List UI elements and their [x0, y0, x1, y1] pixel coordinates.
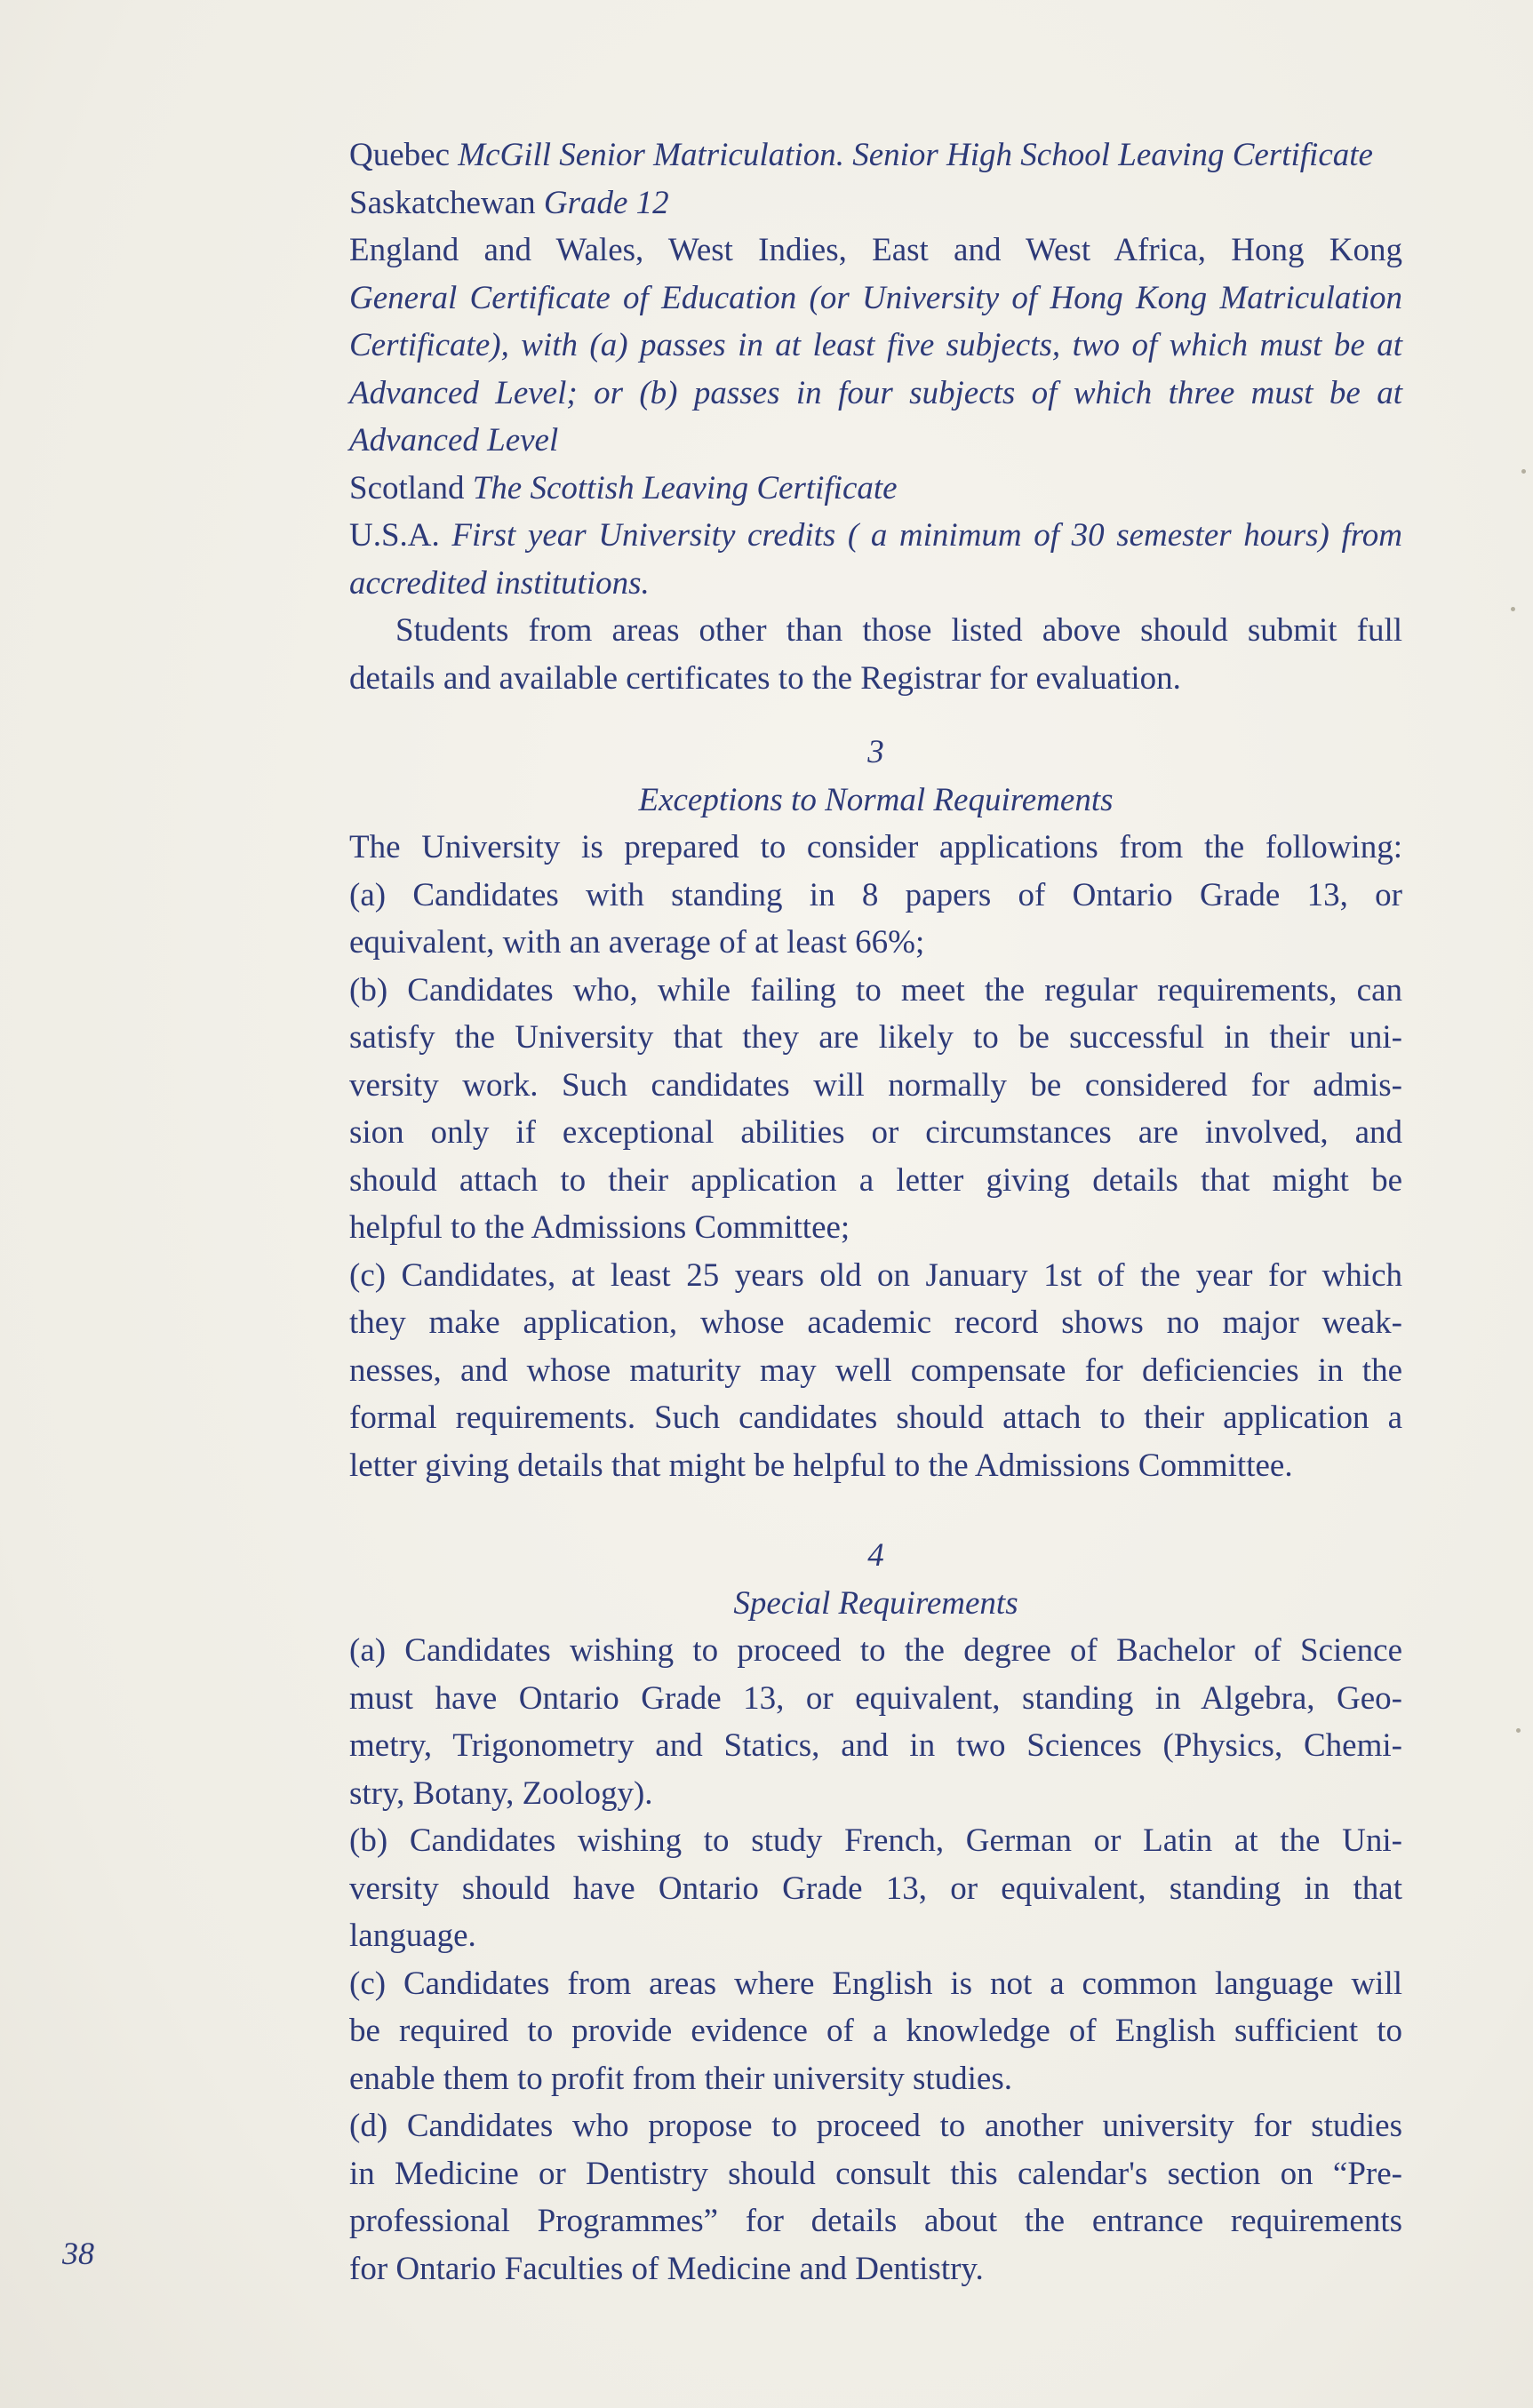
paper-speck: [1516, 1728, 1521, 1733]
qualification-england-detail: Advanced Level; or (b) passes in four subjects of which three must be at: [349, 374, 1402, 411]
paper-speck: [1521, 469, 1526, 474]
qualifications-list: [349, 132, 1402, 607]
page-number: 38: [62, 2236, 94, 2271]
section-3-number: 3: [867, 734, 884, 770]
section-3-body: The University is prepared to consider applications from the following: (a) Candidates with standing in 8 papers of Ontario Grade 13, or equivalent, with an average of at least 66%; (b) Candidates who, while failing to meet the regular requirements, can satisfy the University that they are likely to be successful in their uni- versity work. Such candidates will normally be considered for admis- sion only if exceptional abilities or circumstances are involved, and should attach to their application a letter giving details that might be helpful to the Admissions Committee; (c) Candidates, at least 25 years old on January 1st of the year for which they make application, whose academic record shows no major weak- nesses, and whose maturity may well compensate for deficiencies in the formal requirements. Such candidates should attach to their application a letter giving details that might be helpful to the Admissions Committee.: [349, 829, 1402, 1484]
qualification-scotland: Scotland The Scottish Leaving Certificate: [349, 469, 898, 506]
qualification-england-detail: Certificate), with (a) passes in at least five subjects, two of which must be at: [349, 327, 1402, 363]
text-column: [349, 132, 1402, 2292]
qualification-usa-detail: accredited institutions.: [349, 564, 650, 602]
qualification-england-detail: Advanced Level: [349, 422, 559, 458]
paper-speck: [1511, 607, 1515, 611]
section-4-heading: Special Requirements: [733, 1584, 1018, 1622]
section-3-heading: Exceptions to Normal Requirements: [638, 781, 1114, 818]
section-4-body: (a) Candidates wishing to proceed to the degree of Bachelor of Science must have Ontario Grade 13, or equivalent, standing in Algebra, Geo- metry, Trigonometry and Statics, and in two Sciences (Physics, Chemi- stry, Botany, Zoology). (b) Candidates wishing to study French, German or Latin at the Uni- versity should have Ontario Grade 13, or equivalent, standing in that language. (c) Candidates from areas where English is not a common language will be required to provide evidence of a knowledge of English sufficient to enable them to profit from their university studies. (d) Candidates who propose to proceed to another university for studies in Medicine or Dentistry should consult this calendar's section on “Pre- professional Programmes” for details about the entrance requirements for Ontario Faculties of Medicine and Dentistry.: [349, 1632, 1402, 2287]
qualification-quebec: Quebec McGill Senior Matriculation. Senior High School Leaving Certificate: [349, 137, 1373, 173]
qualification-england-detail: General Certificate of Education (or University of Hong Kong Matriculation: [349, 279, 1402, 316]
qualification-saskatchewan: Saskatchewan Grade 12: [349, 184, 669, 221]
other-areas-paragraph: Students from areas other than those listed above should submit full details and available certificates to the Registrar for evaluation.: [349, 612, 1402, 697]
qualification-england: England and Wales, West Indies, East and West Africa, Hong Kong: [349, 232, 1402, 268]
qualification-usa: U.S.A. First year University credits ( a minimum of 30 semester hours) from: [349, 517, 1402, 554]
section-4-number: 4: [867, 1537, 884, 1574]
